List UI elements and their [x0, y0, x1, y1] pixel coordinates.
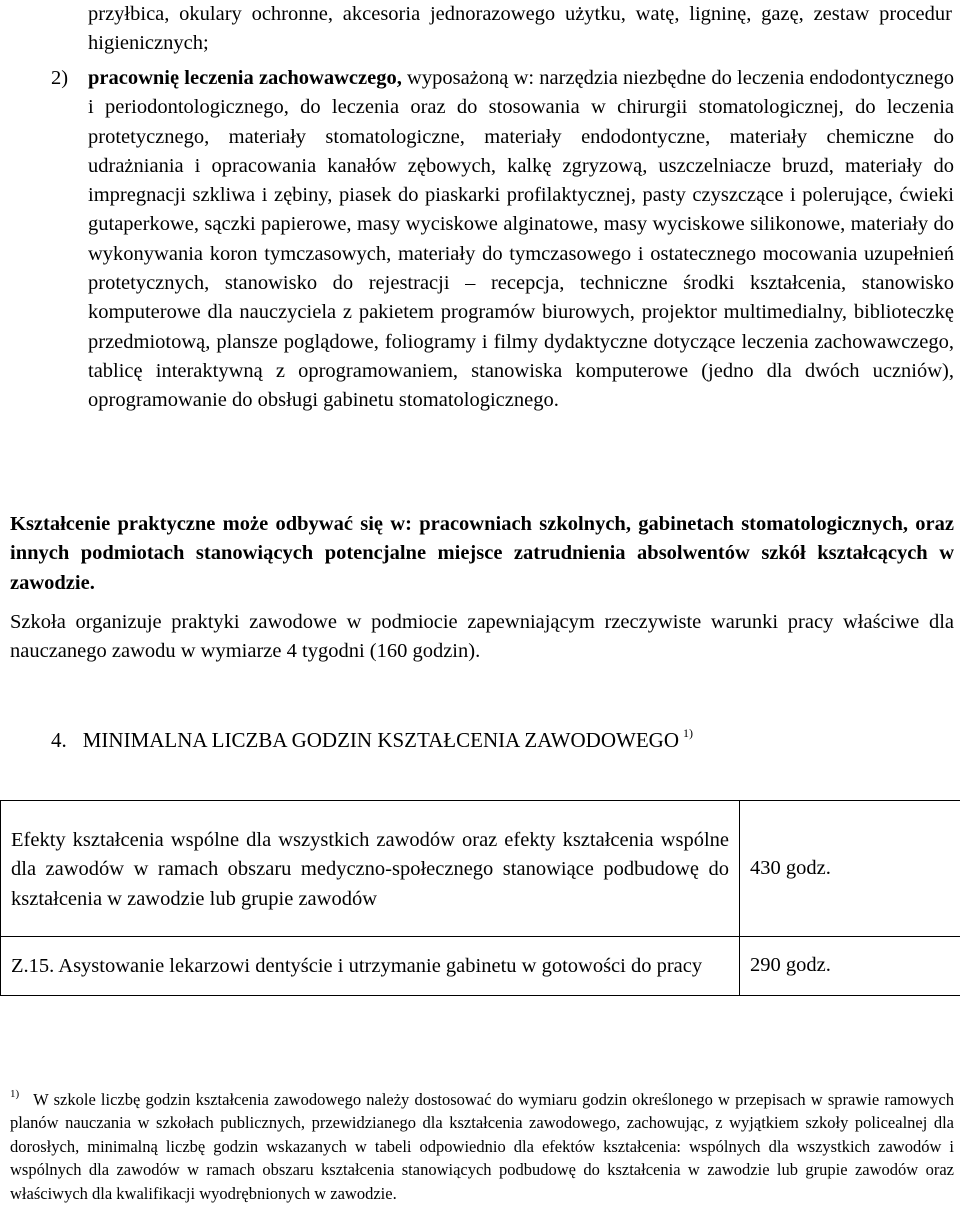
list-item-1-continuation: przyłbica, okulary ochronne, akcesoria jednorazowego użytku, watę, ligninę, gazę, zestaw procedur higienicznych;: [88, 3, 952, 55]
table-cell-description: Efekty kształcenia wspólne dla wszystkich zawodów oraz efekty kształcenia wspólne dla zawodów w ramach obszaru medyczno-społecznego stanowiące podbudowę do kształcenia w zawodzie lub grupie zawodów: [1, 801, 740, 937]
section-title: MINIMALNA LICZBA GODZIN KSZTAŁCENIA ZAWODOWEGO: [82, 728, 679, 752]
table-row: [1, 936, 960, 995]
table-cell-description: Z.15. Asystowanie lekarzowi dentyście i utrzymanie gabinetu w gotowości do pracy: [1, 936, 740, 995]
footnote-text: W szkole liczbę godzin kształcenia zawodowego należy dostosować do wymiaru godzin określonego w przepisach w sprawie ramowych planów nauczania w szkołach publicznych, przewidzianego dla kształcenia zawodowego, zachowując, z wyjątkiem szkoły policealnej dla dorosłych, minimalną liczbę godzin wskazanych w tabeli odpowiednio dla efektów kształcenia: wspólnych dla wszystkich zawodów i wspólnych dla zawodów w ramach obszaru kształcenia stanowiących podbudowę do kształcenia w zawodzie lub grupie zawodów oraz właściwych dla kwalifikacji wyodrębnionych w zawodzie.: [10, 1089, 954, 1203]
section-footnote-ref: 1): [682, 726, 693, 740]
list-item-2: [88, 64, 954, 416]
list-item-2-text: wyposażoną w: narzędzia niezbędne do leczenia endodontycznego i periodontologicznego, do leczenia oraz do stosowania w chirurgii stomatologicznej, do leczenia protetycznego, materiały stomatologiczne, materiały endodontyczne, materiały chemiczne do udrażniania i opracowania kanałów zębowych, kalkę zgryzową, uszczelniacze bruzd, materiały do impregnacji szkliwa i zębiny, piasek do piaskarki profilaktycznej, pasty czyszczące i polerujące, ćwieki gutaperkowe, sączki papierowe, masy wyciskowe alginatowe, masy wyciskowe silikonowe, materiały do wykonywania koron tymczasowych, materiały do tymczasowego i ostatecznego mocowania uzupełnień protetycznych, stanowisko do rejestracji – recepcja, techniczne środki kształcenia, stanowisko komputerowe dla nauczyciela z pakietem programów biurowych, projektor multimedialny, biblioteczkę przedmiotową, plansze poglądowe, foliogramy i filmy dydaktyczne dotyczące leczenia zachowawczego, tablicę interaktywną z oprogramowaniem, stanowiska komputerowe (jedno dla dwóch uczniów), oprogramowanie do obsługi gabinetu stomatologicznego.: [88, 67, 954, 412]
footnote: [10, 1083, 954, 1206]
footnote-marker: 1): [10, 1087, 20, 1100]
table-row: [1, 801, 960, 937]
hours-table: [0, 800, 960, 996]
practical-training-paragraph: Kształcenie praktyczne może odbywać się w: pracowniach szkolnych, gabinetach stomatologicznych, oraz innych podmiotach stanowiących potencjalne miejsce zatrudnienia absolwentów szkół kształcących w zawodzie.: [10, 513, 954, 594]
internship-paragraph: Szkoła organizuje praktyki zawodowe w podmiocie zapewniającym rzeczywiste warunki pracy właściwe dla nauczanego zawodu w wymiarze 4 tygodni (160 godzin).: [10, 611, 954, 663]
section-heading: [51, 718, 693, 755]
table-cell-hours: 430 godz.: [740, 801, 960, 937]
list-item-2-title: pracownię leczenia zachowawczego,: [88, 67, 402, 89]
section-number: 4.: [51, 728, 67, 752]
list-item-2-number: 2): [51, 67, 69, 89]
table-cell-hours: 290 godz.: [740, 936, 960, 995]
